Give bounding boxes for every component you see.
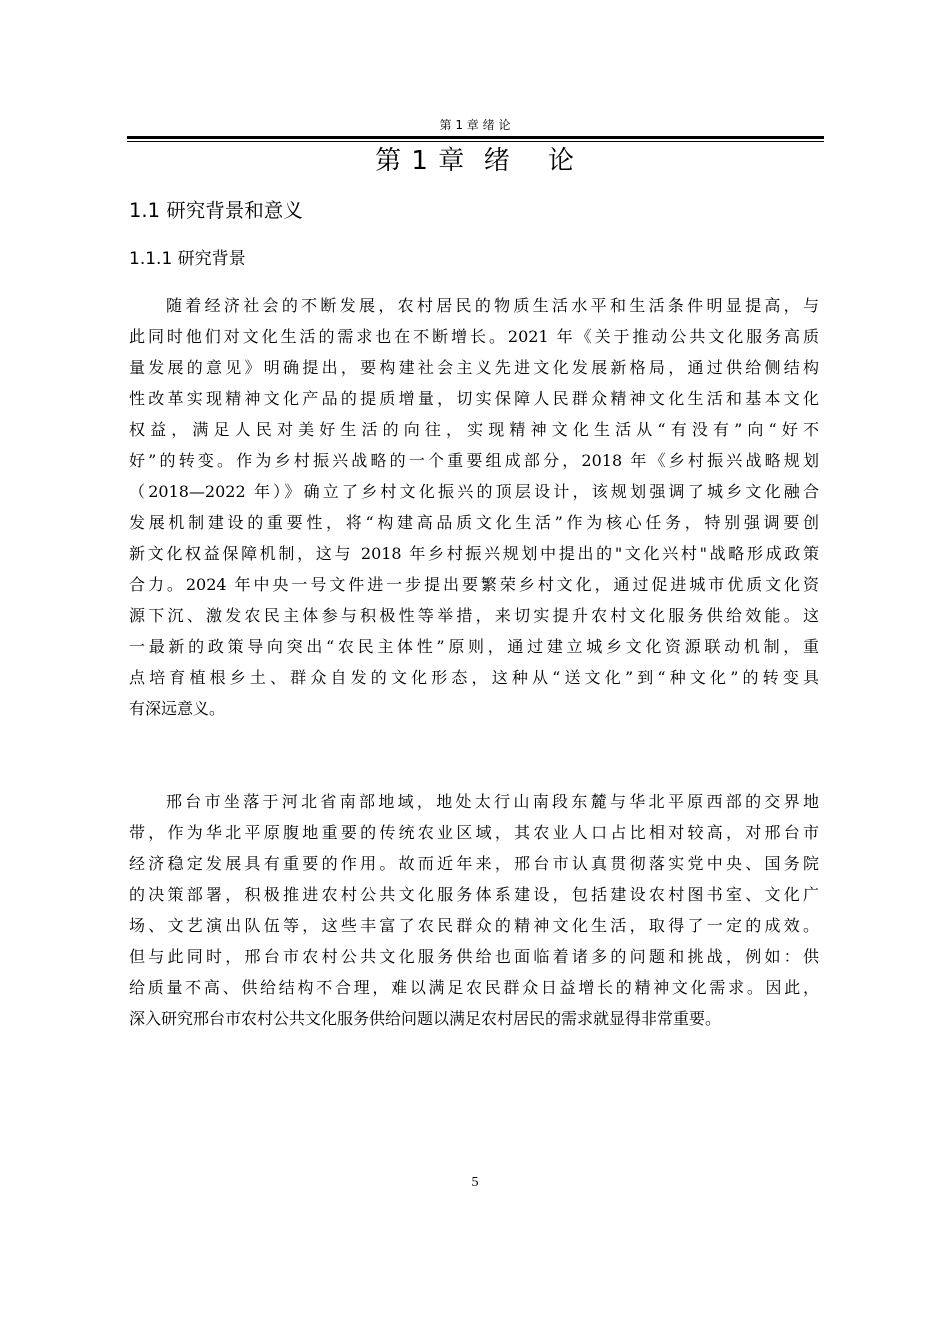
paragraph-line: 经济稳定发展具有重要的作用。故而近年来，邢台市认真贯彻落实党中央、国务院 <box>129 854 819 873</box>
paragraph-line: 一最新的政策导向突出“农民主体性”原则，通过建立城乡文化资源联动机制，重 <box>129 637 819 656</box>
paragraph-line: 量发展的意见》明确提出，要构建社会主义先进文化发展新格局，通过供给侧结构 <box>129 358 819 377</box>
paragraph-line: 此同时他们对文化生活的需求也在不断增长。2021 年《关于推动公共文化服务高质 <box>129 327 819 346</box>
paragraph-line: 权益，满足人民对美好生活的向往，实现精神文化生活从“有没有”向“好不 <box>129 420 819 439</box>
paragraph-line: 深入研究邢台市农村公共文化服务供给问题以满足农村居民的需求就显得非常重要。 <box>129 1009 722 1028</box>
paragraph-line: 有深远意义。 <box>129 699 226 718</box>
paragraph-line: 点培育植根乡土、群众自发的文化形态，这种从“送文化”到“种文化”的转变具 <box>129 668 819 687</box>
paragraph-line: 源下沉、激发农民主体参与积极性等举措，来切实提升农村文化服务供给效能。这 <box>129 606 819 625</box>
paragraph-line: 合力。2024 年中央一号文件进一步提出要繁荣乡村文化，通过促进城市优质文化资 <box>129 575 819 594</box>
subsection-heading: 1.1.1 研究背景 <box>129 249 246 269</box>
paragraph-line: 随着经济社会的不断发展，农村居民的物质生活水平和生活条件明显提高，与 <box>166 296 819 315</box>
paragraph-line: 发展机制建设的重要性，将“构建高品质文化生活”作为核心任务，特别强调要创 <box>129 513 819 532</box>
chapter-title: 第 1 章 绪 论 <box>375 146 575 176</box>
paragraph-line: 邢台市坐落于河北省南部地域，地处太行山南段东麓与华北平原西部的交界地 <box>166 792 819 811</box>
paragraph-line: 带，作为华北平原腹地重要的传统农业区域，其农业人口占比相对较高，对邢台市 <box>129 823 819 842</box>
paragraph-line: 新文化权益保障机制，这与 2018 年乡村振兴规划中提出的"文化兴村"战略形成政策 <box>129 544 819 563</box>
section-heading: 1.1 研究背景和意义 <box>129 199 303 222</box>
paragraph-line: 但与此同时，邢台市农村公共文化服务供给也面临着诸多的问题和挑战，例如：供 <box>129 947 819 966</box>
page-number: 5 <box>471 1175 479 1190</box>
paragraph-line: 性改革实现精神文化产品的提质增量，切实保障人民群众精神文化生活和基本文化 <box>129 389 819 408</box>
paragraph-line: 好”的转变。作为乡村振兴战略的一个重要组成部分，2018 年《乡村振兴战略规划 <box>129 451 819 470</box>
paragraph-line: （2018—2022 年）》确立了乡村文化振兴的顶层设计，该规划强调了城乡文化融合 <box>129 482 819 501</box>
running-header: 第 1 章 绪 论 <box>439 118 511 132</box>
header-rule-thin <box>127 141 824 142</box>
paragraph-2 <box>129 786 819 1034</box>
header-rule-thick <box>127 136 824 139</box>
paragraph-line: 的决策部署，积极推进农村公共文化服务体系建设，包括建设农村图书室、文化广 <box>129 885 819 904</box>
paragraph-1 <box>129 290 819 724</box>
paragraph-line: 给质量不高、供给结构不合理，难以满足农民群众日益增长的精神文化需求。因此， <box>129 978 819 997</box>
paragraph-line: 场、文艺演出队伍等，这些丰富了农民群众的精神文化生活，取得了一定的成效。 <box>129 916 819 935</box>
